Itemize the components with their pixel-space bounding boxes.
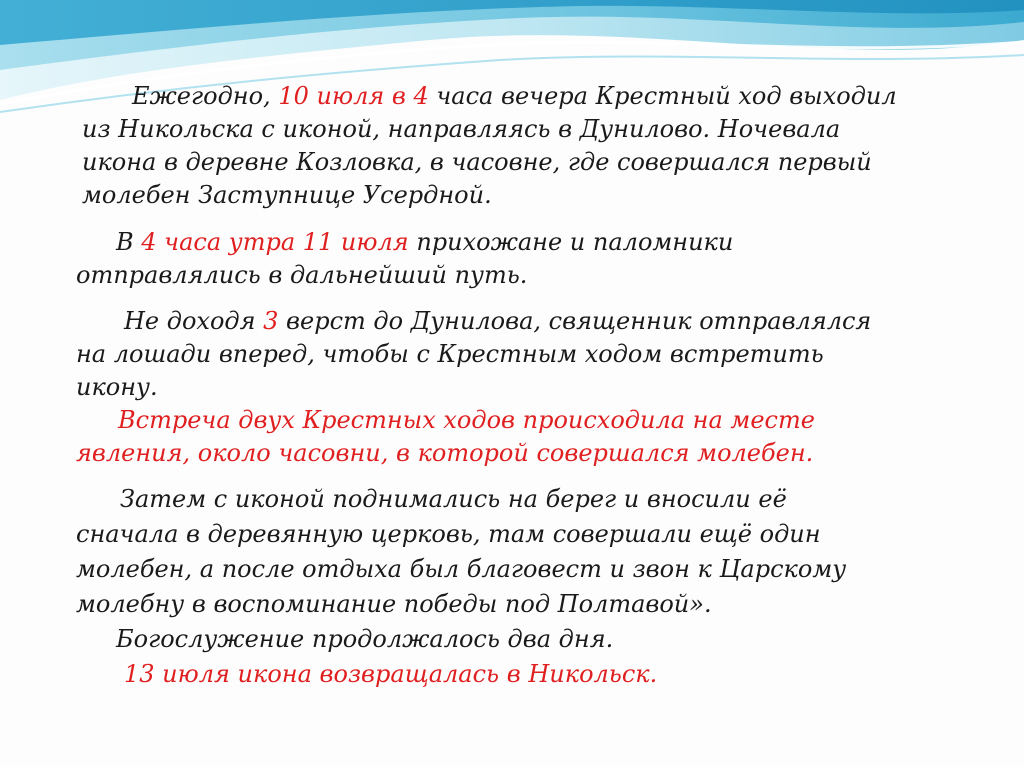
text-segment: часа вечера Крестный ход выходил — [428, 82, 897, 110]
text-segment: прихожане и паломники — [408, 228, 734, 256]
paragraph-1-line-2: из Никольска с иконой, направляясь в Дунилово. Ночевала — [82, 115, 841, 143]
paragraph-1-line-4: молебен Заступнице Усердной. — [82, 181, 492, 209]
text-segment: Ежегодно, — [132, 82, 279, 110]
paragraph-2-line-1 — [116, 226, 733, 259]
paragraph-5-line-4: молебну в воспоминание победы под Полтавой». — [76, 590, 712, 618]
paragraph-2-line-2: отправлялись в дальнейший путь. — [76, 261, 528, 289]
text-segment: В — [116, 228, 142, 256]
paragraph-1-line-3: икона в деревне Козловка, в часовне, где совершался первый — [82, 148, 872, 176]
paragraph-1-line-1 — [132, 80, 897, 113]
highlighted-time: 4 часа утра 11 июля — [141, 228, 409, 256]
paragraph-6-line-1: Богослужение продолжалось два дня. — [116, 625, 614, 653]
text-segment: Не доходя — [124, 307, 264, 335]
paragraph-4-line-1: Встреча двух Крестных ходов происходила на месте — [118, 406, 815, 434]
paragraph-5-line-3: молебен, а после отдыха был благовест и звон к Царскому — [76, 555, 847, 583]
text-segment: верст до Дунилова, священник отправлялся — [278, 307, 872, 335]
paragraph-4-line-2: явления, около часовни, в которой совершался молебен. — [76, 439, 814, 467]
paragraph-3-line-1 — [124, 305, 871, 338]
highlighted-number: 3 — [263, 307, 279, 335]
paragraph-3-line-3: икону. — [76, 373, 158, 401]
paragraph-7-line-1: 13 июля икона возвращалась в Никольск. — [124, 660, 658, 688]
highlighted-date: 10 июля в 4 — [278, 82, 429, 110]
paragraph-3-line-2: на лошади вперед, чтобы с Крестным ходом встретить — [76, 340, 824, 368]
paragraph-5-line-1: Затем с иконой поднимались на берег и вносили её — [120, 485, 787, 513]
paragraph-5-line-2: сначала в деревянную церковь, там совершали ещё один — [76, 520, 821, 548]
